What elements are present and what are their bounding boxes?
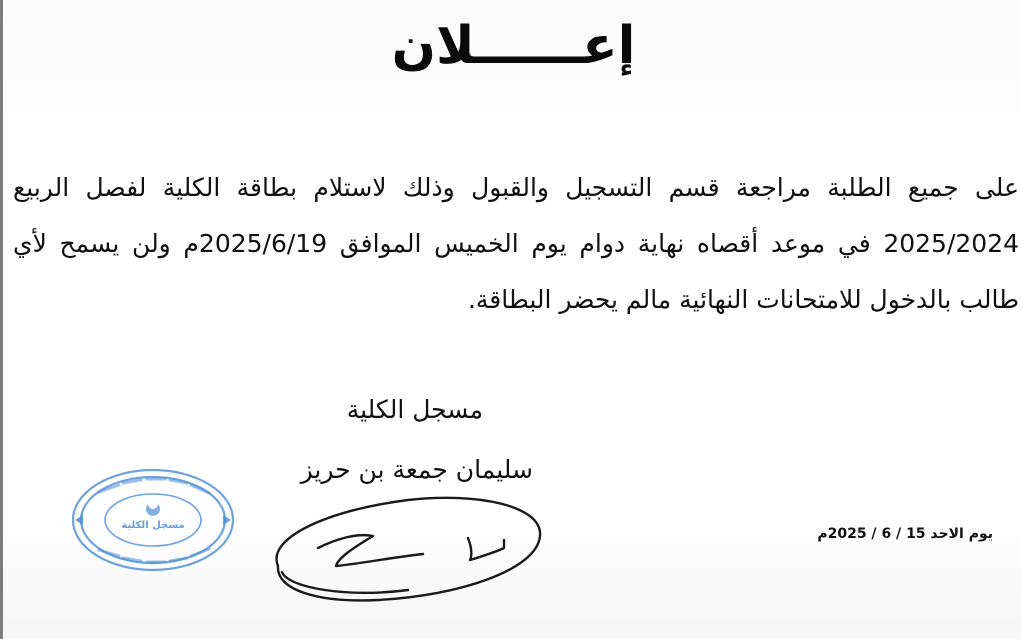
announcement-body: على جميع الطلبة مراجعة قسم التسجيل والقبول وذلك لاستلام بطاقة الكلية لفصل الربيع 2025/2024 في موعد أقصاه نهاية دوام يوم الخميس الموافق 2025/6/19م ولن يسمح لأي طالب بالدخول للامتحانات النهائية مالم يحضر البطاقة. [13,173,1020,314]
registrar-title: مسجل الكلية [346,395,483,424]
announcement-title: إعــــــلان [391,16,636,76]
registrar-signature [258,478,548,613]
announcement-date: يوم الاحد 15 / 6 / 2025م [817,526,993,542]
official-stamp [69,466,237,574]
stamp-label: مسجل الكلية [121,520,185,531]
registrar-name: سليمان جمعة بن حريز [300,455,533,484]
